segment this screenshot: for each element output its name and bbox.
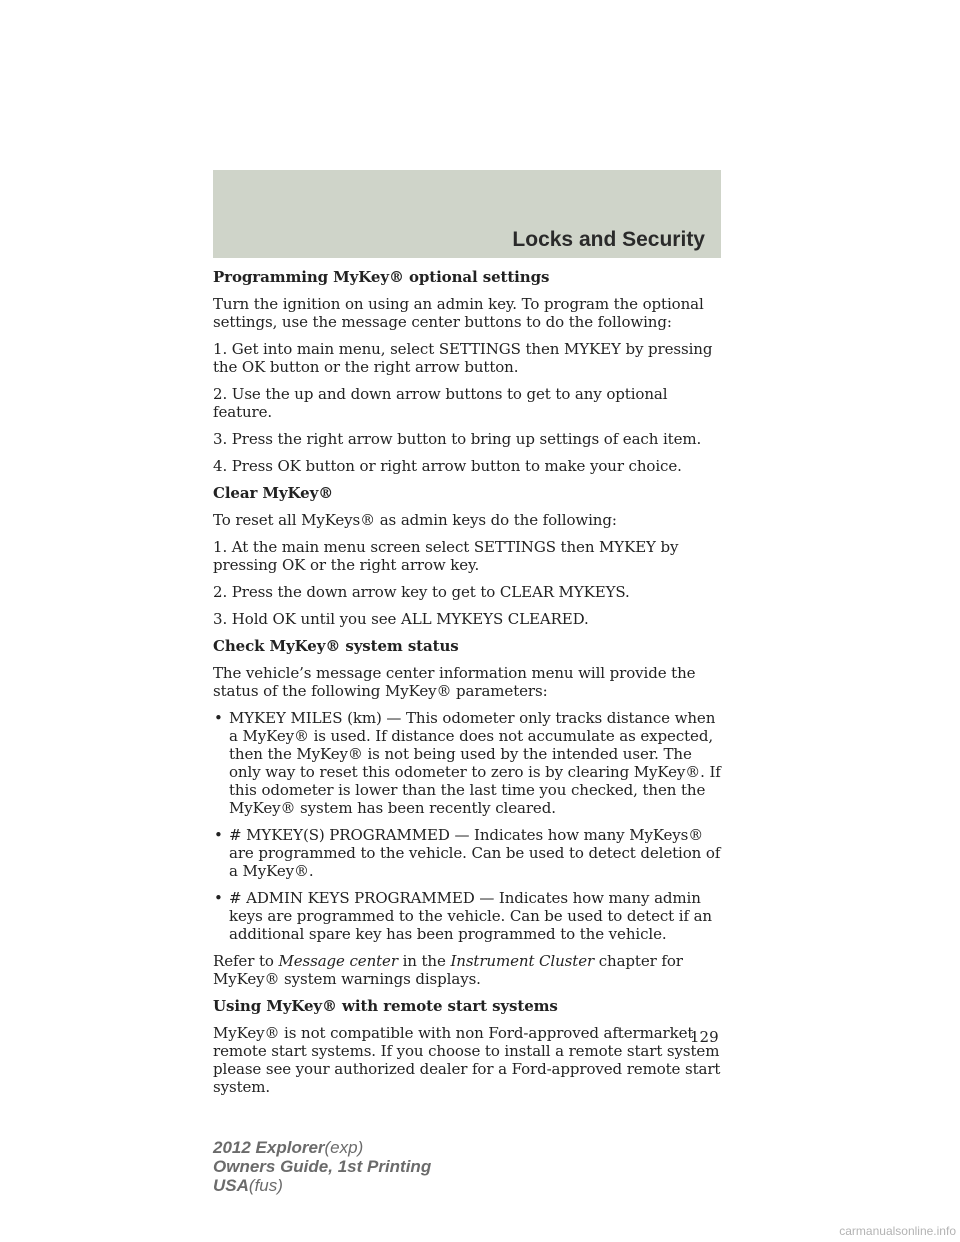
refer-prefix: Refer to	[213, 952, 279, 970]
heading-remote-start: Using MyKey® with remote start systems	[213, 997, 558, 1015]
section-header-band	[213, 170, 721, 258]
check-intro: The vehicle’s message center information menu will provide the status of the following MyKey® parameters:	[213, 664, 696, 700]
optional-step-1: 1. Get into main menu, select SETTINGS then MYKEY by pressing the OK button or the right arrow button.	[213, 340, 713, 376]
list-item: • MYKEY MILES (km) — This odometer only tracks distance when a MyKey® is used. If distance does not accumulate as expected, then the MyKey® is not being used by the intended user. The only way to reset this odometer to zero is by clearing MyKey®. If this odometer is lower than the last time you checked, then the MyKey® system has been recently cleared.	[213, 709, 723, 817]
footer-guide: Owners Guide, 1st Printing	[213, 1157, 432, 1176]
footer-model: 2012 Explorer	[213, 1138, 325, 1157]
optional-step-3: 3. Press the right arrow button to bring up settings of each item.	[213, 430, 702, 448]
page-content	[213, 268, 723, 1105]
list-item: • # ADMIN KEYS PROGRAMMED — Indicates how many admin keys are programmed to the vehicle. Can be used to detect if an additional spare key has been programmed to the vehicle.	[213, 889, 723, 943]
refer-suffix: chapter for MyKey® system warnings displays.	[213, 952, 683, 988]
refer-middle: in the	[397, 952, 451, 970]
heading-programming-optional: Programming MyKey® optional settings	[213, 268, 550, 286]
refer-paragraph	[213, 952, 723, 988]
list-item: • # MYKEY(S) PROGRAMMED — Indicates how many MyKeys® are programmed to the vehicle. Can be used to detect deletion of a MyKey®.	[213, 826, 723, 880]
remote-text: MyKey® is not compatible with non Ford-approved aftermarket remote start systems. If you choose to install a remote start system please see your authorized dealer for a Ford-approved remote start system.	[213, 1024, 721, 1096]
page-number: 129	[690, 1028, 719, 1046]
clear-intro: To reset all MyKeys® as admin keys do the following:	[213, 511, 617, 529]
clear-step-1: 1. At the main menu screen select SETTINGS then MYKEY by pressing OK or the right arrow key.	[213, 538, 679, 574]
refer-message-center: Message center	[278, 952, 398, 970]
clear-step-2: 2. Press the down arrow key to get to CLEAR MYKEYS.	[213, 583, 630, 601]
footer-model-code: (exp)	[324, 1138, 364, 1157]
footer	[213, 1138, 431, 1195]
optional-intro: Turn the ignition on using an admin key. To program the optional settings, use the message center buttons to do the following:	[213, 295, 704, 331]
watermark: carmanualsonline.info	[839, 1224, 956, 1238]
optional-step-2: 2. Use the up and down arrow buttons to get to any optional feature.	[213, 385, 668, 421]
clear-step-3: 3. Hold OK until you see ALL MYKEYS CLEARED.	[213, 610, 589, 628]
footer-region: USA	[213, 1176, 249, 1195]
refer-instrument-cluster: Instrument Cluster	[450, 952, 595, 970]
section-title: Locks and Security	[512, 228, 705, 251]
status-bullet-list	[213, 709, 723, 943]
heading-clear-mykey: Clear MyKey®	[213, 484, 334, 502]
heading-check-status: Check MyKey® system status	[213, 637, 459, 655]
footer-region-code: (fus)	[248, 1176, 283, 1195]
optional-step-4: 4. Press OK button or right arrow button to make your choice.	[213, 457, 682, 475]
